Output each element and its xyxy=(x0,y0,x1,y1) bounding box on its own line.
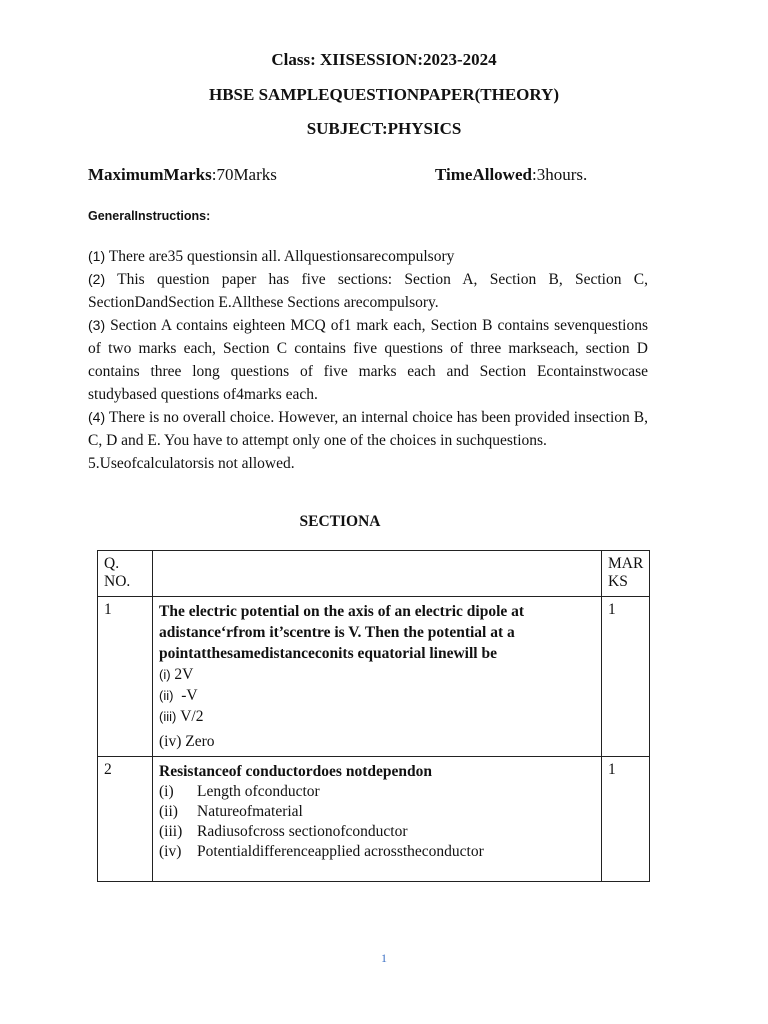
instruction-text: 5.Useofcalculatorsis not allowed. xyxy=(88,455,295,472)
option-text: Radiusofcross sectionofconductor xyxy=(197,823,408,840)
option xyxy=(159,731,595,752)
option xyxy=(159,706,595,727)
col-qno-header: Q. NO. xyxy=(98,551,153,597)
questions-table xyxy=(97,550,650,882)
instruction-text: There is no overall choice. However, an internal choice has been provided insection B, C, D and E. You have to attempt only one of the choices in suchquestions. xyxy=(88,409,648,449)
question-cell xyxy=(153,597,602,757)
option-text: Zero xyxy=(185,733,215,750)
maximum-marks-value: :70Marks xyxy=(211,165,277,184)
page-number: 1 xyxy=(381,951,387,965)
option-text: V/2 xyxy=(180,708,204,725)
option-number: (iv) xyxy=(159,733,182,750)
section-title: SECTIONA xyxy=(299,513,381,530)
instruction-item xyxy=(88,452,648,475)
question-number: 2 xyxy=(98,757,153,882)
option-text: Potentialdifferenceapplied acrosstheconductor xyxy=(197,843,484,860)
table-row xyxy=(98,757,650,882)
subject-title: SUBJECT:PHYSICS xyxy=(306,119,462,138)
general-instructions-heading: GeneralInstructions: xyxy=(88,209,211,223)
instruction-text: There are35 questionsin all. Allquestionsarecompulsory xyxy=(105,248,455,265)
option xyxy=(159,782,595,802)
option-text: Natureofmaterial xyxy=(197,803,303,820)
col-marks-header: MAR KS xyxy=(602,551,650,597)
instruction-item xyxy=(88,314,648,406)
question-text: The electric potential on the axis of an electric dipole at adistance‘rfrom it’scentre is V. Then the potential at a pointatthesamedistanceconits equatorial linewill be xyxy=(159,603,525,662)
option xyxy=(159,802,595,822)
paper-title: HBSE SAMPLEQUESTIONPAPER(THEORY) xyxy=(209,85,559,104)
instructions-list xyxy=(88,245,648,475)
time-allowed-label: TimeAllowed xyxy=(435,165,532,184)
maximum-marks-label: MaximumMarks xyxy=(88,165,212,184)
option-number: (ii) xyxy=(159,803,178,820)
option-text: Length ofconductor xyxy=(197,783,320,800)
question-marks: 1 xyxy=(602,597,650,757)
option-list xyxy=(159,782,595,862)
option xyxy=(159,685,595,706)
option xyxy=(159,842,595,862)
option-number: (ii) xyxy=(159,688,174,703)
table-row xyxy=(98,597,650,757)
maximum-marks xyxy=(88,165,277,185)
option-text: 2V xyxy=(174,666,194,683)
time-allowed xyxy=(435,165,587,185)
class-session: Class: XIISESSION:2023-2024 xyxy=(271,50,497,69)
option-number: (iii) xyxy=(159,709,177,724)
question-cell xyxy=(153,757,602,882)
option-number: (i) xyxy=(159,667,171,682)
time-allowed-value: :3hours. xyxy=(531,165,588,184)
instruction-text: Section A contains eighteen MCQ of1 mark each, Section B contains sevenquestions of two marks each, Section C contains five questions of three markseach, section D contains three long questions of five marks each and Section Econtainstwocase studybased questions of4marks each. xyxy=(88,317,648,403)
instruction-item xyxy=(88,406,648,452)
option-number: (iii) xyxy=(159,823,183,840)
instruction-item xyxy=(88,245,648,268)
option xyxy=(159,822,595,842)
question-text: Resistanceof conductordoes notdependon xyxy=(159,763,432,780)
option-number: (i) xyxy=(159,783,174,800)
question-number: 1 xyxy=(98,597,153,757)
option-text: -V xyxy=(181,687,198,704)
option-number: (iv) xyxy=(159,843,182,860)
instruction-number: (2) xyxy=(88,271,106,287)
instruction-item xyxy=(88,268,648,314)
instruction-number: (4) xyxy=(88,409,106,425)
instruction-number: (3) xyxy=(88,317,106,333)
question-marks: 1 xyxy=(602,757,650,882)
instruction-text: This question paper has five sections: Section A, Section B, Section C, SectionDandSection E.Allthese Sections arecompulsory. xyxy=(88,271,648,311)
col-question-header xyxy=(153,551,602,597)
table-header-row xyxy=(98,551,650,597)
option xyxy=(159,664,595,685)
instruction-number: (1) xyxy=(88,248,106,264)
